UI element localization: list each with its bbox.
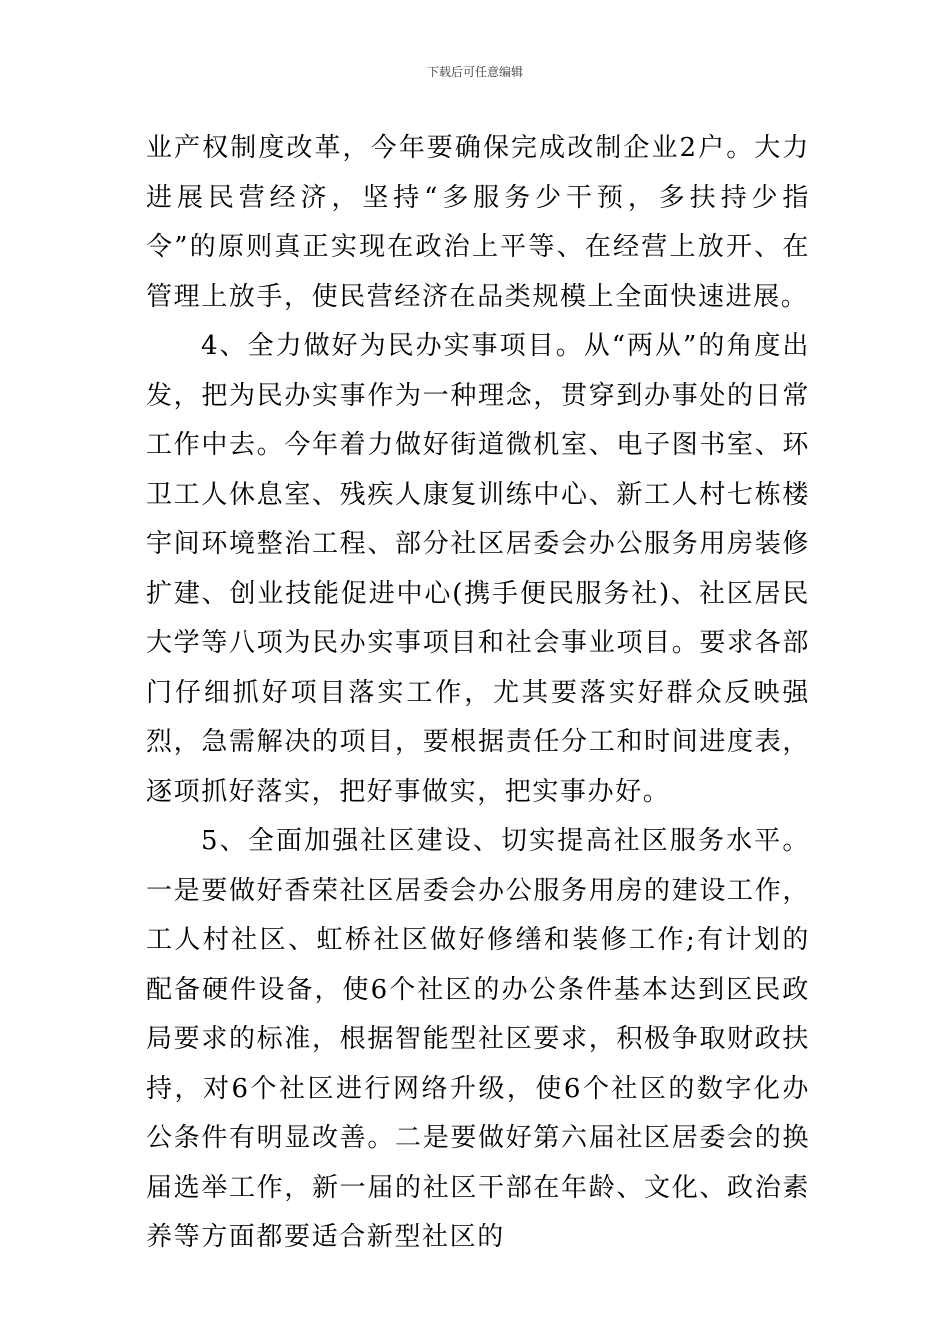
page-header-note: 下载后可任意编辑	[426, 65, 523, 79]
document-body	[146, 124, 810, 1263]
paragraph-continuation: 业产权制度改革，今年要确保完成改制企业2户。大力进展民营经济，坚持“多服务少干预，多扶持少指令”的原则真正实现在政治上平等、在经营上放开、在管理上放手，使民营经济在品类规模上全面快速进展。	[146, 133, 810, 312]
paragraph-item-5: 5、全面加强社区建设、切实提高社区服务水平。一是要做好香荣社区居委会办公服务用房的建设工作，工人村社区、虹桥社区做好修缮和装修工作;有计划的配备硬件设备，使6个社区的办公条件基本达到区民政局要求的标准，根据智能型社区要求，积极争取财政扶持，对6个社区进行网络升级，使6个社区的数字化办公条件有明显改善。二是要做好第六届社区居委会的换届选举工作，新一届的社区干部在年龄、文化、政治素养等方面都要适合新型社区的	[146, 826, 810, 1252]
paragraph-item-4: 4、全力做好为民办实事项目。从“两从”的角度出发，把为民办实事作为一种理念，贯穿到办事处的日常工作中去。今年着力做好街道微机室、电子图书室、环卫工人休息室、残疾人康复训练中心、新工人村七栋楼宇间环境整治工程、部分社区居委会办公服务用房装修扩建、创业技能促进中心(携手便民服务社)、社区居民大学等八项为民办实事项目和社会事业项目。要求各部门仔细抓好项目落实工作，尤其要落实好群众反映强烈，急需解决的项目，要根据责任分工和时间进度表，逐项抓好落实，把好事做实，把实事办好。	[146, 331, 810, 807]
